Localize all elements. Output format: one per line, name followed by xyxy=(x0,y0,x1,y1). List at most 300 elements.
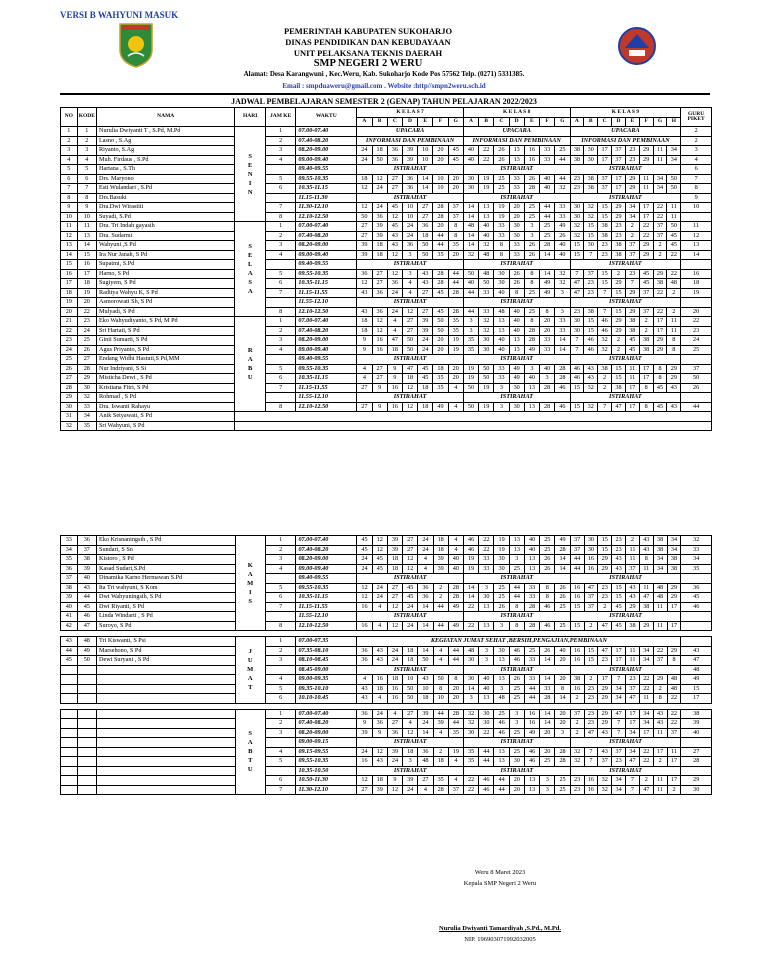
subject-code: 3 xyxy=(403,757,418,767)
subject-code: 38 xyxy=(625,317,639,327)
subject-code: 12 xyxy=(357,593,372,603)
break-span: ISTIRAHAT xyxy=(464,612,571,622)
subject-code: 4 xyxy=(418,564,433,574)
subject-code: 14 xyxy=(418,646,433,656)
subject-code: 14 xyxy=(539,269,554,279)
subject-code: 33 xyxy=(539,155,554,165)
subject-code: 13 xyxy=(509,345,524,355)
subject-code: 29 xyxy=(612,203,626,213)
subject-code: 2 xyxy=(667,288,681,298)
subject-code: 2 xyxy=(570,694,584,704)
subject-code: 13 xyxy=(524,383,539,393)
table-row xyxy=(61,184,712,194)
break-span: ISTIRAHAT xyxy=(463,393,570,403)
subject-code: 24 xyxy=(387,757,402,767)
subject-code: 32 xyxy=(598,336,612,346)
subject-code: 37 xyxy=(448,203,463,213)
subject-code: 27 xyxy=(402,317,417,327)
kelas7-header: K E L A S 7 xyxy=(357,108,464,118)
subject-code: 16 xyxy=(387,684,402,694)
subject-code: 28 xyxy=(555,545,570,555)
table-row xyxy=(61,326,712,336)
subject-code: 40 xyxy=(463,279,478,289)
teacher-code: 26 xyxy=(77,345,96,355)
subject-code: 50 xyxy=(403,694,418,704)
subject-code: 37 xyxy=(612,146,626,156)
subject-code: 11 xyxy=(639,583,653,593)
guru-piket: 46 xyxy=(681,602,712,612)
class-sub-header: D xyxy=(612,117,626,127)
subject-code: 14 xyxy=(464,684,479,694)
subject-code: 50 xyxy=(403,684,418,694)
teacher-name: Wahyuni ,S Pd xyxy=(96,241,234,251)
subject-code: 44 xyxy=(539,203,554,213)
subject-code: 40 xyxy=(555,646,570,656)
subject-code: 50 xyxy=(463,402,478,412)
subject-code: 12 xyxy=(387,621,402,631)
subject-code: 33 xyxy=(555,317,570,327)
subject-code: 18 xyxy=(418,694,433,704)
subject-code: 40 xyxy=(524,536,539,546)
subject-code: 47 xyxy=(626,757,640,767)
subject-code: 33 xyxy=(555,203,570,213)
day-letter: E xyxy=(248,161,253,169)
day-letter: U xyxy=(247,766,253,774)
header-address: Alamat: Desa Karangwuni , Kec.Weru, Kab. Sukoharjo Kode Pos 57562 Telp. (0271) 5331385. xyxy=(243,70,525,78)
guru-piket xyxy=(681,738,712,748)
teacher-name xyxy=(97,675,236,685)
subject-code: 8 xyxy=(509,288,524,298)
subject-code: 27 xyxy=(387,593,402,603)
subject-code: 29 xyxy=(639,250,653,260)
subject-code: 28 xyxy=(555,747,570,757)
subject-code: 28 xyxy=(539,402,554,412)
time-slot: 09.55-10.35 xyxy=(296,757,357,767)
teacher-name: Dra. Tri Indah gayasih xyxy=(96,222,234,232)
subject-code: 28 xyxy=(433,203,448,213)
subject-code: 44 xyxy=(555,174,570,184)
subject-code: 27 xyxy=(418,212,433,222)
teacher-no: 42 xyxy=(61,621,78,631)
period-number: 3 xyxy=(265,146,295,156)
subject-code: 46 xyxy=(598,326,612,336)
version-label: VERSI B WAHYUNI MASUK xyxy=(60,10,179,20)
subject-code: 28 xyxy=(433,212,448,222)
day-letter: A xyxy=(247,356,253,363)
time-slot: 08.20-09.00 xyxy=(296,241,357,251)
guru-piket: 2 xyxy=(681,127,712,137)
teacher-code: 22 xyxy=(77,307,96,317)
header-school: SMP NEGERI 2 WERU xyxy=(313,58,423,69)
subject-code: 26 xyxy=(555,593,570,603)
subject-code: 27 xyxy=(387,184,402,194)
subject-code: 11 xyxy=(626,656,640,666)
subject-code: 16 xyxy=(570,583,584,593)
subject-code: 44 xyxy=(448,279,463,289)
col-kode-header: KODE xyxy=(77,108,96,127)
subject-code: 50 xyxy=(463,383,478,393)
subject-code: 4 xyxy=(402,279,417,289)
table-row xyxy=(61,288,712,298)
subject-code: 48 xyxy=(494,307,509,317)
subject-code: 30 xyxy=(463,184,478,194)
table-row xyxy=(61,250,712,260)
subject-code: 23 xyxy=(570,174,584,184)
time-slot: 08.10-08.45 xyxy=(296,656,357,666)
period-number: 1 xyxy=(265,127,295,137)
subject-code: 19 xyxy=(479,184,494,194)
subject-code: 3 xyxy=(555,288,570,298)
subject-code: 37 xyxy=(639,307,653,317)
subject-code: 26 xyxy=(555,231,570,241)
subject-code: 47 xyxy=(387,336,402,346)
break-span: ISTIRAHAT xyxy=(570,260,681,270)
day-letter: A xyxy=(247,675,253,683)
subject-code: 43 xyxy=(357,288,372,298)
subject-code: 24 xyxy=(418,545,433,555)
subject-code: 25 xyxy=(555,621,570,631)
subject-code: 25 xyxy=(539,222,554,232)
subject-code: 15 xyxy=(570,402,584,412)
subject-code: 14 xyxy=(555,694,570,704)
subject-code: 25 xyxy=(555,602,570,612)
teacher-code xyxy=(77,665,96,675)
subject-code: 40 xyxy=(509,307,524,317)
subject-code: 46 xyxy=(555,402,570,412)
break-span: UPACARA xyxy=(357,127,464,137)
subject-code: 2 xyxy=(612,336,626,346)
teacher-name: Drs.Basuki xyxy=(96,193,234,203)
subject-code: 12 xyxy=(387,269,402,279)
period-number xyxy=(265,355,295,365)
subject-code: 32 xyxy=(555,184,570,194)
guru-piket: 47 xyxy=(681,656,712,666)
subject-code: 33 xyxy=(479,555,494,565)
teacher-name: Rohmad , S Pd xyxy=(96,393,234,403)
subject-code: 16 xyxy=(524,709,539,719)
table-row xyxy=(61,241,712,251)
subject-code: 28 xyxy=(448,709,463,719)
subject-code: 3 xyxy=(479,656,494,666)
time-slot: 11.55-12.10 xyxy=(296,298,357,308)
subject-code: 24 xyxy=(418,719,433,729)
subject-code: 30 xyxy=(509,222,524,232)
teacher-name: Muh. Firdaus , S.Pd xyxy=(96,155,234,165)
time-slot: 09.55-10.35 xyxy=(296,364,357,374)
teacher-name: Ita Tri wahyuni, S Kom xyxy=(97,583,236,593)
subject-code: 44 xyxy=(509,593,524,603)
teacher-name: Endang Widhi Hastuti,S Pd,MM xyxy=(96,355,234,365)
subject-code: 30 xyxy=(584,545,598,555)
teacher-no: 23 xyxy=(61,336,78,346)
subject-code: 23 xyxy=(612,757,626,767)
subject-code: 30 xyxy=(494,564,509,574)
subject-code: 40 xyxy=(448,555,463,565)
subject-code: 49 xyxy=(509,364,524,374)
subject-code: 13 xyxy=(494,747,509,757)
time-slot: 08.20-09.00 xyxy=(296,728,357,738)
time-slot: 07.00-07.40 xyxy=(296,127,357,137)
subject-code: 32 xyxy=(479,317,494,327)
subject-code: 25 xyxy=(555,146,570,156)
subject-code: 9 xyxy=(372,383,387,393)
teacher-no: 37 xyxy=(61,574,78,584)
teacher-code: 35 xyxy=(77,421,96,431)
subject-code: 36 xyxy=(372,719,387,729)
subject-code: 49 xyxy=(448,602,463,612)
subject-code: 12 xyxy=(372,747,387,757)
subject-code: 2 xyxy=(653,241,667,251)
subject-code: 16 xyxy=(570,593,584,603)
subject-code: 33 xyxy=(509,174,524,184)
break-span: INFORMASI DAN PEMBINAAN xyxy=(570,136,681,146)
subject-code: 26 xyxy=(524,174,539,184)
subject-code: 48 xyxy=(653,593,667,603)
subject-code: 30 xyxy=(479,719,494,729)
guru-piket: 50 xyxy=(681,374,712,384)
subject-code: 18 xyxy=(357,174,372,184)
subject-code: 35 xyxy=(433,250,448,260)
subject-code: 50 xyxy=(479,364,494,374)
subject-code: 30 xyxy=(509,383,524,393)
subject-code: 29 xyxy=(612,212,626,222)
subject-code: 18 xyxy=(433,757,448,767)
subject-code: 43 xyxy=(387,231,402,241)
subject-code: 39 xyxy=(357,250,372,260)
break-span: ISTIRAHAT xyxy=(570,738,681,748)
subject-code: 43 xyxy=(612,555,626,565)
break-span: ISTIRAHAT xyxy=(570,393,681,403)
subject-code: 30 xyxy=(509,757,524,767)
subject-code: 45 xyxy=(639,279,653,289)
subject-code: 18 xyxy=(387,555,402,565)
teacher-no: 32 xyxy=(61,421,78,431)
subject-code: 45 xyxy=(433,307,448,317)
subject-code: 36 xyxy=(402,241,417,251)
period-number xyxy=(265,260,295,270)
subject-code: 20 xyxy=(509,212,524,222)
guru-piket: 19 xyxy=(681,288,712,298)
subject-code: 25 xyxy=(524,288,539,298)
table-row xyxy=(61,374,712,384)
subject-code: 28 xyxy=(540,694,555,704)
teacher-name xyxy=(97,747,236,757)
subject-code: 37 xyxy=(653,222,667,232)
subject-code: 27 xyxy=(403,536,418,546)
subject-code: 34 xyxy=(667,536,681,546)
subject-code: 11 xyxy=(653,785,667,795)
guru-piket: 44 xyxy=(681,402,712,412)
guru-piket xyxy=(681,260,712,270)
period-number: 6 xyxy=(265,694,295,704)
period-number: 3 xyxy=(265,555,295,565)
subject-code: 24 xyxy=(357,155,372,165)
subject-code: 15 xyxy=(584,222,598,232)
table-row xyxy=(61,393,712,403)
subject-code: 30 xyxy=(494,646,509,656)
subject-code: 44 xyxy=(433,231,448,241)
subject-code: 48 xyxy=(479,250,494,260)
subject-code: 40 xyxy=(479,675,494,685)
time-slot: 07.40-08.20 xyxy=(296,326,357,336)
teacher-code xyxy=(77,766,96,776)
subject-code: 15 xyxy=(612,307,626,317)
time-slot: 09.00-09.40 xyxy=(296,564,357,574)
teacher-name: Ginii Sumarti, S Pd xyxy=(96,336,234,346)
teacher-code: 29 xyxy=(77,374,96,384)
time-slot: 09.00-09.40 xyxy=(296,250,357,260)
subject-code: 29 xyxy=(612,279,626,289)
subject-code: 38 xyxy=(612,383,626,393)
subject-code: 24 xyxy=(372,203,387,213)
subject-code: 27 xyxy=(357,785,372,795)
teacher-code: 47 xyxy=(77,621,96,631)
subject-code: 24 xyxy=(403,602,418,612)
subject-code: 13 xyxy=(509,146,524,156)
subject-code: 11 xyxy=(625,364,639,374)
subject-code: 26 xyxy=(555,583,570,593)
subject-code: 2 xyxy=(584,621,598,631)
day-label xyxy=(235,637,265,704)
table-row xyxy=(61,146,712,156)
subject-code: 4 xyxy=(403,719,418,729)
time-slot: 09.40-09.55 xyxy=(296,355,357,365)
subject-code: 15 xyxy=(598,279,612,289)
guru-piket: 9 xyxy=(681,193,712,203)
time-slot: 10.35-11.15 xyxy=(296,593,357,603)
subject-code: 30 xyxy=(479,345,494,355)
day-label xyxy=(235,317,265,412)
subject-code: 43 xyxy=(584,364,598,374)
period-number: 6 xyxy=(265,593,295,603)
subject-code: 45 xyxy=(387,203,402,213)
subject-code: 24 xyxy=(357,555,372,565)
subject-code: 29 xyxy=(598,709,612,719)
subject-code: 25 xyxy=(540,536,555,546)
subject-code: 8 xyxy=(667,336,681,346)
teacher-no: 10 xyxy=(61,212,78,222)
teacher-no xyxy=(61,675,78,685)
subject-code: 29 xyxy=(667,374,681,384)
subject-code: 36 xyxy=(387,728,402,738)
subject-code: 4 xyxy=(402,288,417,298)
guru-piket: 40 xyxy=(681,728,712,738)
subject-code: 29 xyxy=(598,555,612,565)
subject-code: 26 xyxy=(540,555,555,565)
time-slot: 07.00-07.40 xyxy=(296,536,357,546)
period-number: 2 xyxy=(265,719,295,729)
teacher-code: 16 xyxy=(77,260,96,270)
subject-code: 38 xyxy=(667,564,681,574)
subject-code: 47 xyxy=(626,694,640,704)
subject-code: 24 xyxy=(387,656,402,666)
subject-code: 25 xyxy=(555,785,570,795)
teacher-code: 24 xyxy=(77,326,96,336)
subject-code: 8 xyxy=(539,307,554,317)
subject-code: 33 xyxy=(479,564,494,574)
subject-code: 14 xyxy=(555,336,570,346)
subject-code: 8 xyxy=(653,364,667,374)
subject-code: 3 xyxy=(494,402,509,412)
subject-code: 17 xyxy=(625,402,639,412)
subject-code: 18 xyxy=(433,545,448,555)
subject-code: 8 xyxy=(540,583,555,593)
subject-code: 29 xyxy=(625,307,639,317)
subject-code: 22 xyxy=(464,785,479,795)
class-sub-header: D xyxy=(402,117,417,127)
subject-code: 2 xyxy=(667,307,681,317)
subject-code: 3 xyxy=(524,222,539,232)
subject-code: 36 xyxy=(357,646,372,656)
subject-code: 4 xyxy=(357,364,372,374)
subject-code: 8 xyxy=(448,222,463,232)
subject-code: 47 xyxy=(570,279,584,289)
subject-code: 4 xyxy=(357,675,372,685)
subject-code: 14 xyxy=(555,555,570,565)
subject-code: 50 xyxy=(418,250,433,260)
subject-code: 49 xyxy=(555,222,570,232)
subject-code: 15 xyxy=(570,621,584,631)
break-span: ISTIRAHAT xyxy=(463,355,570,365)
subject-code: 45 xyxy=(653,402,667,412)
subject-code: 28 xyxy=(555,757,570,767)
period-number: 6 xyxy=(265,374,295,384)
subject-code: 34 xyxy=(639,646,653,656)
time-slot: 09.40-09.55 xyxy=(296,165,357,175)
subject-code: 24 xyxy=(357,146,372,156)
table-row xyxy=(61,279,712,289)
subject-code: 11 xyxy=(667,326,681,336)
subject-code: 16 xyxy=(372,345,387,355)
teacher-name xyxy=(97,709,236,719)
subject-code: 20 xyxy=(448,684,463,694)
period-number: 8 xyxy=(265,402,295,412)
break-span: ISTIRAHAT xyxy=(570,165,681,175)
subject-code: 47 xyxy=(402,364,417,374)
guru-piket: 3 xyxy=(681,146,712,156)
subject-code: 34 xyxy=(612,776,626,786)
subject-code: 45 xyxy=(403,583,418,593)
subject-code: 2 xyxy=(433,593,448,603)
subject-code: 4 xyxy=(448,757,463,767)
time-slot: 09.40-09.55 xyxy=(296,574,357,584)
teacher-no: 43 xyxy=(61,637,78,647)
subject-code: 43 xyxy=(372,656,387,666)
table-row xyxy=(61,298,712,308)
table-row xyxy=(61,383,712,393)
subject-code: 15 xyxy=(570,602,584,612)
header-unit: UNIT PELAKSANA TEKNIS DAERAH xyxy=(293,48,443,58)
subject-code: 4 xyxy=(448,383,463,393)
subject-code: 37 xyxy=(598,174,612,184)
teacher-name: Misticha Dewi , S Pd xyxy=(96,374,234,384)
subject-code: 28 xyxy=(524,621,539,631)
subject-code: 32 xyxy=(598,345,612,355)
teacher-no xyxy=(61,728,78,738)
guru-piket: 35 xyxy=(681,564,712,574)
subject-code: 47 xyxy=(584,583,598,593)
subject-code: 44 xyxy=(463,307,478,317)
subject-code: 8 xyxy=(653,694,667,704)
guru-piket: 30 xyxy=(681,785,712,795)
subject-code: 44 xyxy=(509,583,524,593)
break-span: ISTIRAHAT xyxy=(570,612,681,622)
subject-code: 3 xyxy=(540,785,555,795)
subject-code: 8 xyxy=(494,241,509,251)
subject-code: 33 xyxy=(479,288,494,298)
subject-code: 17 xyxy=(612,656,626,666)
day-letter: I xyxy=(248,179,252,187)
